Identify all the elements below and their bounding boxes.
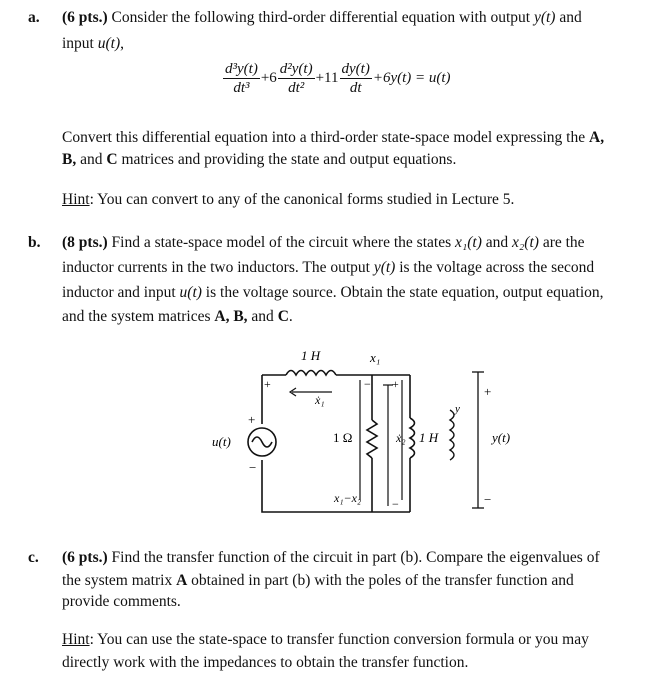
- source-plus: +: [248, 412, 256, 427]
- part-a-hint: Hint: You can convert to any of the canonical forms studied in Lecture 5.: [62, 191, 515, 208]
- part-b-line-2: inductor currents in the two inductors. The output y(t) is the voltage across the second: [62, 259, 595, 276]
- source-plus-top: +: [264, 377, 271, 391]
- dy-fraction: $\frac{dy(t)}{dt}$: [341, 61, 370, 96]
- output-y-label: y(t): [492, 430, 511, 445]
- inductor-2-label: 1 H: [419, 430, 439, 445]
- part-c-hint-line-2: directly work with the impedances to obtain the transfer function.: [62, 654, 469, 671]
- part-c-label: c.: [28, 549, 39, 566]
- part-a-convert-line-1: Convert this differential equation into a third-order state-space model expressing the A,: [62, 129, 605, 146]
- part-a-convert-line-2: B, and C matrices and providing the state and output equations.: [62, 151, 457, 168]
- x1-label: x₁: [370, 350, 381, 365]
- part-a-label: a.: [28, 9, 40, 26]
- inductor-2-coil: [410, 418, 415, 458]
- part-a-line-2: input u(t),: [62, 35, 125, 52]
- inductor-1-label: 1 H: [301, 348, 321, 363]
- part-b-line-4: and the system matrices A, B, and C.: [62, 308, 293, 325]
- part-c-line-3: provide comments.: [62, 593, 181, 610]
- part-b-points: (8 pts.): [62, 234, 108, 251]
- y-small-label: y: [455, 403, 460, 415]
- x2dot-label: ẋ₂: [396, 431, 406, 445]
- inductor-1-coil: [286, 371, 336, 376]
- d3y-fraction: $\frac{\text{d³y(t)}}{\text{dt³}}$: [225, 61, 258, 96]
- part-b-line-1: (8 pts.) Find a state-space model of the circuit where the states x₁(t) and x₂(t) are the: [62, 234, 585, 251]
- part-c-line-2: the system matrix A obtained in part (b) with the poles of the transfer function and: [62, 572, 574, 589]
- part-b-label: b.: [28, 234, 41, 251]
- voltage-source-sine: [252, 437, 272, 447]
- x1dot-label: ẋ₁: [315, 393, 325, 407]
- differential-equation: $\frac{\text{d³y(t)}}{\text{dt³}}$ +6 $\frac{\text{d²y(t)}}{\text{dt²}}$ +11 $\frac{dy(t)}{dt}$ +6y(t) = u(t): [225, 61, 451, 96]
- source-minus: −: [249, 460, 257, 475]
- x1-minus-x2-label: x₁−x₂: [334, 491, 362, 505]
- part-c-line-1: (6 pts.) Find the transfer function of the circuit in part (b). Compare the eigenvalues of: [62, 549, 600, 566]
- part-a-points: (6 pts.): [62, 9, 108, 26]
- output-plus: +: [484, 384, 492, 399]
- branch-plus: +: [392, 377, 399, 391]
- resistor-label: 1 Ω: [333, 430, 353, 445]
- d2y-fraction: $\frac{\text{d²y(t)}}{\text{dt²}}$: [279, 61, 313, 96]
- part-c-points: (6 pts.): [62, 549, 108, 566]
- branch-bottom-minus: −: [392, 497, 399, 511]
- output-inductor-coil: [450, 410, 454, 460]
- resistor-zigzag: [367, 420, 377, 458]
- part-a-line-1: (6 pts.) Consider the following third-order differential equation with output y(t) and: [62, 9, 582, 26]
- input-u-label: u(t): [212, 434, 231, 449]
- output-minus: −: [484, 492, 492, 507]
- part-c-hint-line-1: Hint: You can use the state-space to transfer function conversion formula or you may: [62, 631, 589, 648]
- part-b-line-3: inductor and input u(t) is the voltage source. Obtain the state equation, output equation,: [62, 284, 604, 301]
- branch-minus: −: [364, 377, 371, 391]
